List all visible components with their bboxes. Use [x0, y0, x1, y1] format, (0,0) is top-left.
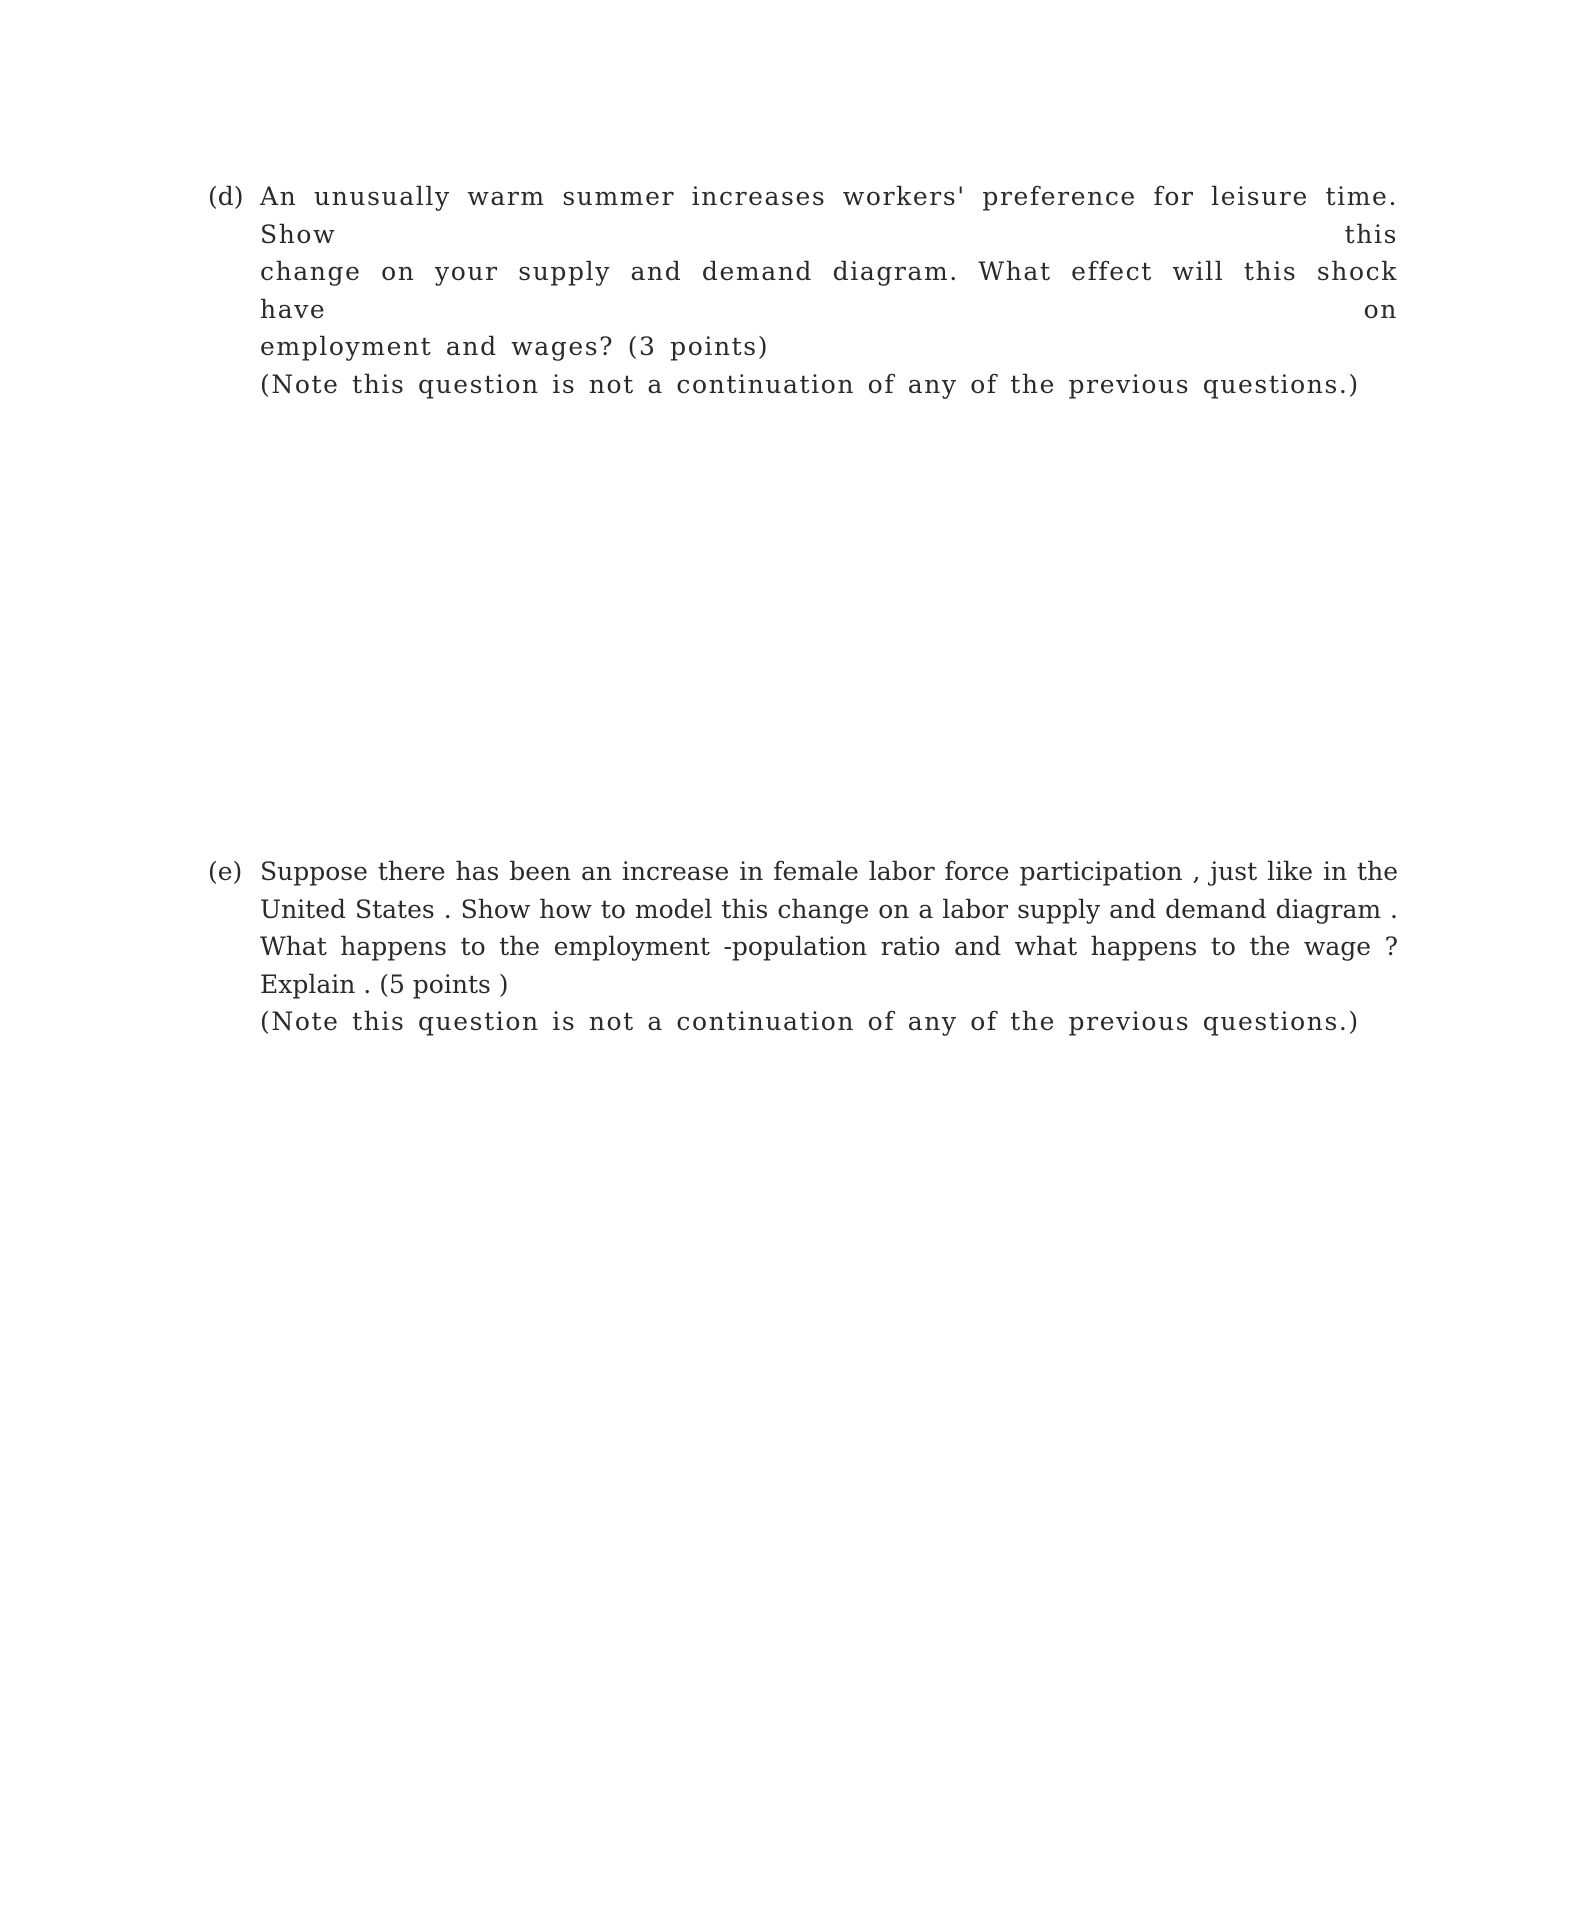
question-e-note: (Note this question is not a continuation of any of the previous questions.)	[260, 1007, 1360, 1036]
question-d	[208, 178, 1398, 403]
question-e-line-2: United States . Show how to model this change on a labor supply and demand diagram .	[260, 894, 1398, 924]
question-d-marker: (d)	[208, 182, 244, 211]
question-e-first-line	[208, 853, 1398, 891]
question-e-line-3: What happens to the employment -population ratio and what happens to the wage ?	[260, 932, 1398, 961]
question-d-line-2: change on your supply and demand diagram. What effect will this shock have on	[260, 257, 1398, 324]
question-d-line-1: An unusually warm summer increases workers' preference for leisure time. Show this	[260, 182, 1398, 249]
question-e-line-1: Suppose there has been an increase in female labor force participation , just like in the	[260, 857, 1398, 886]
question-d-note: (Note this question is not a continuation of any of the previous questions.)	[260, 369, 1360, 399]
question-e	[208, 853, 1398, 1041]
question-e-marker: (e)	[208, 857, 243, 886]
question-d-first-line	[208, 178, 1398, 253]
question-e-line-4: Explain . (5 points )	[260, 969, 509, 999]
question-d-line-3: employment and wages? (3 points)	[260, 332, 770, 361]
